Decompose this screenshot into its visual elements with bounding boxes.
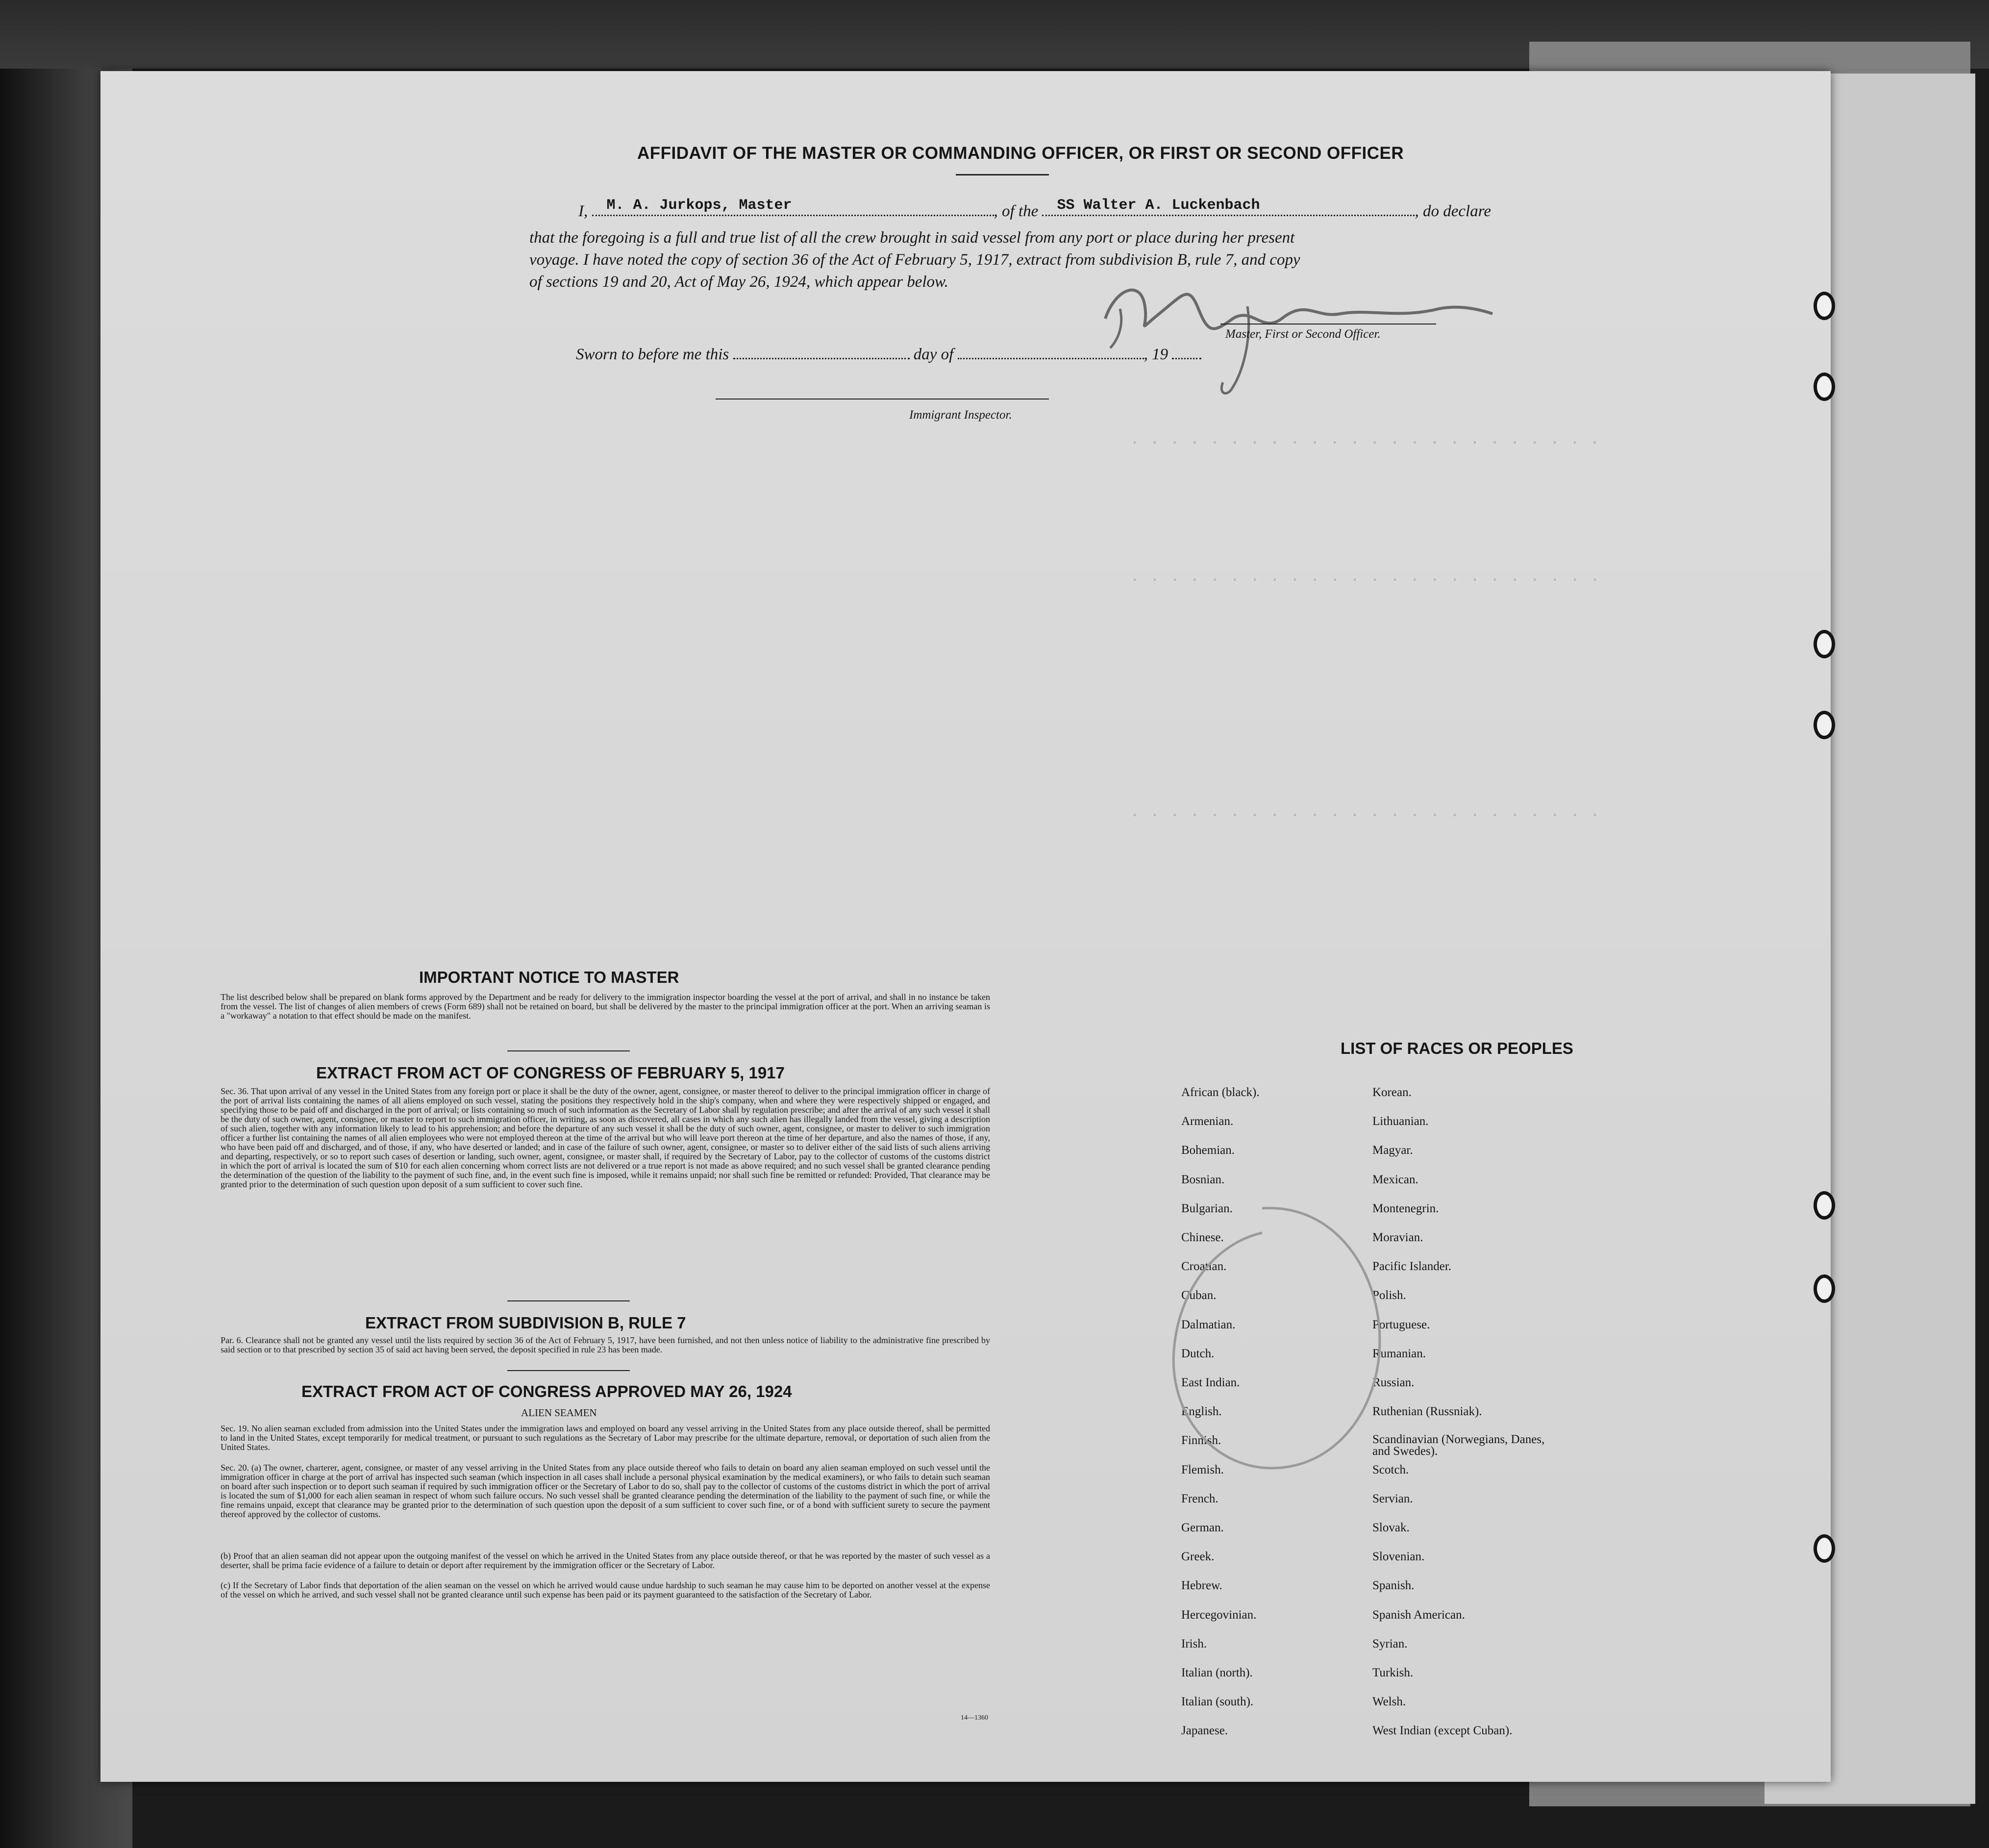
race-item: African (black). bbox=[1181, 1086, 1260, 1099]
race-item: Irish. bbox=[1181, 1637, 1207, 1650]
notice-title: IMPORTANT NOTICE TO MASTER bbox=[419, 968, 679, 986]
affidavit-title: AFFIDAVIT OF THE MASTER OR COMMANDING OFFICER, OR FIRST OR SECOND OFFICER bbox=[637, 144, 1404, 163]
bleed-through-text: · · · · · · · · · · · · · · · · · · · · · · · · bbox=[1130, 434, 1600, 452]
declaration-of-the: , of the bbox=[994, 202, 1039, 220]
declaration-line-4: of sections 19 and 20, Act of May 26, 1924, which appear below. bbox=[529, 273, 948, 291]
race-item: Magyar. bbox=[1372, 1144, 1413, 1157]
extract-1917-text: Sec. 36. That upon arrival of any vessel in the United States from any foreign port or place it shall be the duty of the owner, agent, consignee, or master thereof to deliver to the principal immigration officer in charge of the port of arrival lists containing the names of all aliens employed on such vessel, stating the positions they respectively hold in the ship's company, when and where they were respectively shipped or engaged, and specifying those to be paid off and discharged in the port of arrival; or lists containing so much of such information as the Secretary of Labor shall by regulation prescribe; and after the arrival of any such vessel it shall be the duty of such owner, agent, consignee, or master to report to such immigration officer, in writing, as soon as discovered, all cases in which any such alien has illegally landed from the vessel, giving a description of such alien, together with any information likely to lead to his apprehension; and before the departure of any such vessel it shall be the duty of such owner, agent, consignee, or master to deliver to such immigration officer a further list containing the names of all alien employees who were not employed thereon at the time of the arrival but who will leave port thereon at the time of her departure, and also the names of those, if any, who have been paid off and discharged, and of those, if any, who have deserted or landed; and in case of the failure of such owner, agent, consignee, or master so to deliver either of the said lists of such aliens arriving and departing, respectively, or so to report such cases of desertion or landing, such owner, agent, consignee, or master shall, if required by the Secretary of Labor, pay to the collector of customs of the customs district in which the port of arrival is located the sum of $10 for each alien concerning whom correct lists are not delivered or a true report is not made as above required; and no such vessel shall be granted clearance pending the determination of the question of the liability to the payment of such fine, and, in the event such fine is imposed, while it remains unpaid; nor shall such fine be remitted or refunded: Provided, That clearance may be granted prior to the determination of such question upon deposit of a sum sufficient to cover such fine. bbox=[221, 1086, 990, 1189]
race-item: Dalmatian. bbox=[1181, 1318, 1236, 1331]
race-item: Bohemian. bbox=[1181, 1144, 1235, 1157]
vessel-name-field bbox=[1042, 197, 1415, 216]
alien-seamen-subtitle: ALIEN SEAMEN bbox=[521, 1407, 597, 1419]
race-item: Greek. bbox=[1181, 1550, 1215, 1564]
race-item: Spanish American. bbox=[1372, 1608, 1465, 1622]
race-item: Bosnian. bbox=[1181, 1173, 1225, 1186]
inspector-caption: Immigrant Inspector. bbox=[909, 408, 1012, 422]
master-name-field bbox=[592, 197, 994, 216]
pencil-mark bbox=[1105, 1174, 1448, 1517]
rule7-rule bbox=[507, 1370, 630, 1371]
race-item: Finnish. bbox=[1181, 1434, 1221, 1448]
declaration-line-2: that the foregoing is a full and true list of all the crew brought in said vessel from any port or place during her present bbox=[529, 229, 1295, 247]
race-item: Flemish. bbox=[1181, 1463, 1224, 1476]
race-item: West Indian (except Cuban). bbox=[1372, 1724, 1513, 1738]
race-item: Montenegrin. bbox=[1372, 1201, 1439, 1215]
sworn-year-field bbox=[1172, 358, 1201, 359]
race-item: Hercegovinian. bbox=[1181, 1608, 1257, 1622]
sec19-text: Sec. 19. No alien seaman excluded from admission into the United States under the immigration laws and employed on board any vessel arriving in the United States from any place outside thereof, shall be permitted to land in the United States, except temporarily for medical treatment, or pursuant to such regulations as the Secretary of Labor may prescribe for the ultimate departure, removal, or deportation of such alien from the United States. bbox=[221, 1423, 990, 1452]
race-item: Lithuanian. bbox=[1372, 1115, 1429, 1128]
sec20b-text: (b) Proof that an alien seaman did not appear upon the outgoing manifest of the vessel on which he arrived in the United States from any place outside thereof, or that he was reported by the master of such vessel as a deserter, shall be prima facie evidence of a failure to detain or deport after requirement by the immigration officer or the Secretary of Labor. bbox=[221, 1551, 990, 1570]
race-item: German. bbox=[1181, 1521, 1224, 1534]
extract-1917-title: EXTRACT FROM ACT OF CONGRESS OF FEBRUARY 5, 1917 bbox=[316, 1064, 785, 1082]
master-name: M. A. Jurkops, Master bbox=[606, 197, 792, 214]
race-item: Armenian. bbox=[1181, 1115, 1234, 1128]
notice-rule bbox=[507, 1050, 630, 1051]
declaration-suffix: , do declare bbox=[1415, 202, 1491, 220]
race-item: Cuban. bbox=[1181, 1289, 1217, 1302]
race-item: Mexican. bbox=[1372, 1173, 1418, 1186]
form-number: 14—1360 bbox=[961, 1714, 988, 1722]
punch-hole-icon bbox=[1814, 711, 1835, 739]
sworn-line bbox=[576, 346, 1201, 364]
bleed-through-text: · · · · · · · · · · · · · · · · · · · · · · · · bbox=[1130, 806, 1600, 825]
race-item: Scotch. bbox=[1372, 1463, 1409, 1476]
race-item: Slovenian. bbox=[1372, 1550, 1425, 1564]
race-item: Servian. bbox=[1372, 1492, 1413, 1505]
declaration-prefix: I, bbox=[578, 202, 588, 220]
extract-1924-title: EXTRACT FROM ACT OF CONGRESS APPROVED MAY 26, 1924 bbox=[301, 1382, 792, 1400]
race-item: Dutch. bbox=[1181, 1347, 1215, 1360]
race-item: Hebrew. bbox=[1181, 1579, 1222, 1593]
title-rule bbox=[956, 174, 1049, 175]
race-item: Italian (south). bbox=[1181, 1695, 1254, 1709]
punch-hole-icon bbox=[1814, 292, 1835, 320]
race-item: East Indian. bbox=[1181, 1376, 1240, 1389]
declaration-line-1 bbox=[578, 197, 1491, 221]
rule7-title: EXTRACT FROM SUBDIVISION B, RULE 7 bbox=[365, 1314, 686, 1332]
vessel-name: SS Walter A. Luckenbach bbox=[1057, 197, 1260, 214]
sec20c-text: (c) If the Secretary of Labor finds that deportation of the alien seaman on the vessel on which he arrived would cause undue hardship to such seaman he may cause him to be deported on another vessel at the expense of the vessel on which he arrived, and such vessel shall not be granted clearance until such expense has been paid or its payment guaranteed to the satisfaction of the Secretary of Labor. bbox=[221, 1580, 990, 1599]
sworn-day-of: day of bbox=[913, 346, 954, 363]
document-page bbox=[100, 71, 1831, 1782]
inspector-rule bbox=[716, 399, 1049, 400]
punch-hole-icon bbox=[1814, 630, 1835, 658]
race-item: Turkish. bbox=[1372, 1666, 1414, 1679]
extract-1917-rule bbox=[507, 1300, 630, 1301]
signature-rule bbox=[1220, 324, 1436, 325]
punch-hole-icon bbox=[1814, 1191, 1835, 1220]
sec20a-text: Sec. 20. (a) The owner, charterer, agent, consignee, or master of any vessel arriving in the United States from any place outside thereof who fails to detain on board any alien seaman employed on such vessel until the immigration officer in charge at the port of arrival has inspected such seaman (which inspection in all cases shall include a personal physical examination by the medical examiners), or who fails to detain such seaman on board after such inspection or to deport such seaman if required by such immigration officer or the Secretary of Labor to do so, shall pay to the collector of customs of the customs district in which the port of arrival is located the sum of $1,000 for each alien seaman in respect of whom such failure occurs. No such vessel shall be granted clearance pending the determination of the liability to the payment of such fine, or while the fine remains unpaid, except that clearance may be granted prior to the determination of such question upon the deposit of a sum sufficient to cover such fine, or of a bond with sufficient surety to secure the payment thereof approved by the collector of customs. bbox=[221, 1463, 990, 1519]
declaration-line-3: voyage. I have noted the copy of section 36 of the Act of February 5, 1917, extract from subdivision B, rule 7, and copy bbox=[529, 251, 1300, 269]
rule7-text: Par. 6. Clearance shall not be granted any vessel until the lists required by section 36 of the Act of February 5, 1917, have been furnished, and not then unless notice of liability to the administrative fine prescribed by said section or to that prescribed by section 35 of said act having been served, the deposit specified in rule 23 has been made. bbox=[221, 1335, 990, 1354]
punch-hole-icon bbox=[1814, 1534, 1835, 1563]
race-item: Welsh. bbox=[1372, 1695, 1406, 1709]
race-item: French. bbox=[1181, 1492, 1218, 1505]
race-item: Chinese. bbox=[1181, 1231, 1224, 1244]
race-item: Korean. bbox=[1372, 1086, 1412, 1099]
sworn-year: , 19 bbox=[1144, 346, 1169, 363]
punch-hole-icon bbox=[1814, 1274, 1835, 1303]
signature-caption: Master, First or Second Officer. bbox=[1225, 327, 1381, 341]
race-item: English. bbox=[1181, 1405, 1222, 1419]
race-item: Russian. bbox=[1372, 1376, 1415, 1389]
sworn-month-field bbox=[958, 358, 1144, 359]
race-item: Syrian. bbox=[1372, 1637, 1408, 1650]
race-item: Croatian. bbox=[1181, 1260, 1227, 1274]
race-item: Polish. bbox=[1372, 1289, 1406, 1302]
race-item: Japanese. bbox=[1181, 1724, 1228, 1738]
race-item: Italian (north). bbox=[1181, 1666, 1253, 1679]
sworn-date-field bbox=[733, 358, 910, 359]
race-item: Rumanian. bbox=[1372, 1347, 1426, 1360]
races-title: LIST OF RACES OR PEOPLES bbox=[1341, 1039, 1573, 1057]
race-item: Bulgarian. bbox=[1181, 1201, 1233, 1215]
sworn-prefix: Sworn to before me this bbox=[576, 346, 729, 363]
race-item: Portuguese. bbox=[1372, 1318, 1430, 1331]
race-item: Scandinavian (Norwegians, Danes, and Swedes). bbox=[1372, 1433, 1545, 1458]
bleed-through-text: · · · · · · · · · · · · · · · · · · · · · · · · bbox=[1130, 571, 1600, 590]
race-item: Slovak. bbox=[1372, 1521, 1410, 1534]
race-item: Moravian. bbox=[1372, 1231, 1423, 1244]
notice-text: The list described below shall be prepared on blank forms approved by the Department and be ready for delivery to the immigration inspector boarding the vessel at the port of arrival, and shall in no instance be taken from the vessel. The list of changes of alien members of crews (Form 689) shall not be retained on board, but shall be delivered by the master to the principal immigration officer at the port. When an arriving seaman is a "workaway" a notation to that effect should be made on the manifest. bbox=[221, 992, 990, 1021]
race-item: Pacific Islander. bbox=[1372, 1260, 1452, 1274]
race-item: Ruthenian (Russniak). bbox=[1372, 1405, 1482, 1419]
race-item: Spanish. bbox=[1372, 1579, 1415, 1593]
punch-hole-icon bbox=[1814, 373, 1835, 401]
